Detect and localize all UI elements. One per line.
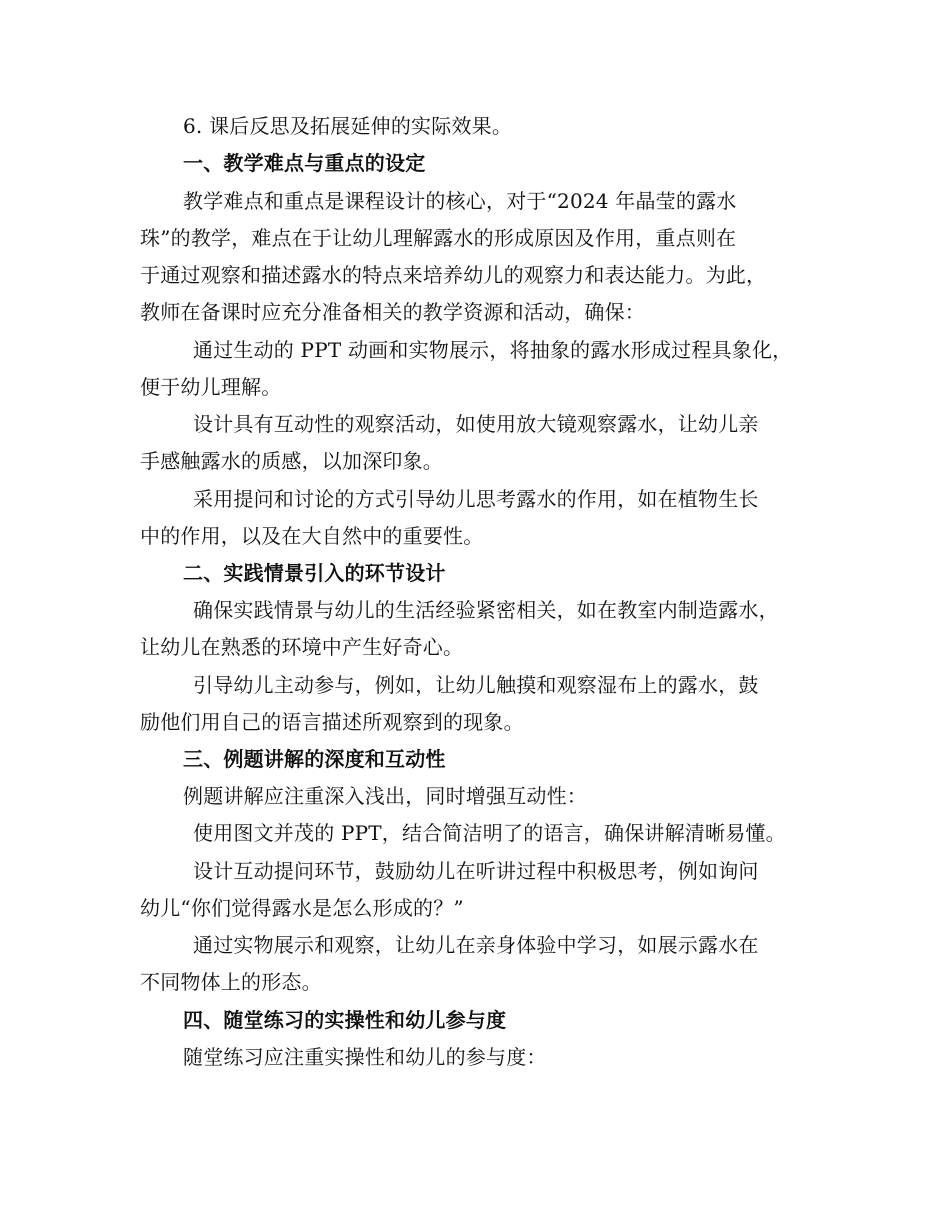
s1-bullet-1-line-1: 通过生动的 PPT 动画和实物展示，将抽象的露水形成过程具象化，	[193, 338, 793, 362]
s3-bullet-3-line-2: 不同物体上的形态。	[140, 970, 322, 994]
s3-bullet-2-line-1: 设计互动提问环节，鼓励幼儿在听讲过程中积极思考，例如询问	[193, 859, 759, 883]
s1-paragraph-line-4: 教师在备课时应充分准备相关的教学资源和活动，确保：	[140, 300, 645, 324]
s1-bullet-3-line-1: 采用提问和讨论的方式引导幼儿思考露水的作用，如在植物生长	[193, 487, 759, 511]
s2-bullet-1-line-1: 确保实践情景与幼儿的生活经验紧密相关，如在教室内制造露水，	[193, 598, 779, 622]
section-2-heading: 二、实践情景引入的环节设计	[183, 561, 446, 585]
section-4-heading: 四、随堂练习的实操性和幼儿参与度	[183, 1008, 507, 1032]
s2-bullet-2-line-2: 励他们用自己的语言描述所观察到的现象。	[140, 710, 524, 734]
s3-intro: 例题讲解应注重深入浅出，同时增强互动性：	[183, 784, 587, 808]
s3-bullet-3-line-1: 通过实物展示和观察，让幼儿在亲身体验中学习，如展示露水在	[193, 933, 759, 957]
section-3-heading: 三、例题讲解的深度和互动性	[183, 747, 446, 771]
s1-paragraph-line-2: 珠”的教学，难点在于让幼儿理解露水的形成原因及作用，重点则在	[140, 226, 737, 250]
s1-bullet-3-line-2: 中的作用，以及在大自然中的重要性。	[140, 524, 484, 548]
s1-paragraph-line-3: 于通过观察和描述露水的特点来培养幼儿的观察力和表达能力。为此，	[140, 263, 767, 287]
s1-bullet-1-line-2: 便于幼儿理解。	[140, 375, 282, 399]
list-item-6: 6. 课后反思及拓展延伸的实际效果。	[183, 114, 513, 138]
s2-bullet-2-line-1: 引导幼儿主动参与，例如，让幼儿触摸和观察湿布上的露水，鼓	[193, 673, 759, 697]
s4-intro: 随堂练习应注重实操性和幼儿的参与度：	[183, 1045, 547, 1069]
s1-paragraph-line-1: 教学难点和重点是课程设计的核心，对于“2024 年晶莹的露水	[183, 189, 737, 213]
section-1-heading: 一、教学难点与重点的设定	[183, 151, 426, 175]
s2-bullet-1-line-2: 让幼儿在熟悉的环境中产生好奇心。	[140, 635, 464, 659]
s3-bullet-1: 使用图文并茂的 PPT，结合简洁明了的语言，确保讲解清晰易懂。	[193, 821, 786, 845]
s3-bullet-2-line-2: 幼儿“你们觉得露水是怎么形成的？”	[140, 896, 464, 920]
s1-bullet-2-line-1: 设计具有互动性的观察活动，如使用放大镜观察露水，让幼儿亲	[193, 412, 759, 436]
s1-bullet-2-line-2: 手感触露水的质感，以加深印象。	[140, 449, 443, 473]
